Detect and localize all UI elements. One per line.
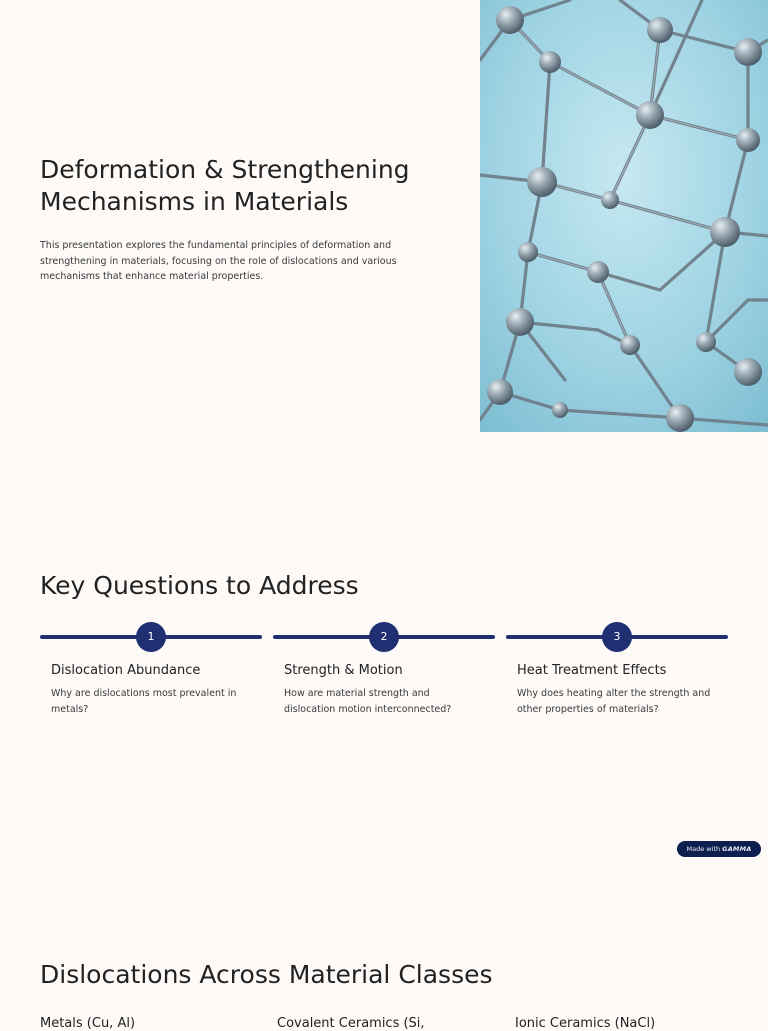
made-with-gamma-badge[interactable]	[677, 841, 761, 857]
questions-timeline	[40, 622, 728, 732]
column-heading-covalent-ceramics: Covalent Ceramics (Si,	[277, 1016, 425, 1031]
step-title: Strength & Motion	[284, 663, 403, 678]
step-description: How are material strength and dislocation motion interconnected?	[284, 688, 452, 715]
column-heading-metals: Metals (Cu, Al)	[40, 1016, 136, 1031]
column-heading-ionic-ceramics: Ionic Ceramics (NaCl)	[515, 1016, 656, 1031]
question-step	[40, 622, 262, 732]
hero-text-block	[40, 154, 440, 285]
slide-title: Deformation & Strengthening Mechanisms in Materials	[40, 155, 410, 216]
section-title-material-classes: Dislocations Across Material Classes	[40, 960, 493, 989]
step-description: Why does heating alter the strength and other properties of materials?	[517, 688, 711, 715]
question-step	[506, 622, 728, 732]
hero-image	[480, 0, 768, 432]
step-title: Dislocation Abundance	[51, 663, 201, 678]
slide-description: This presentation explores the fundamental principles of deformation and strengthening in materials, focusing on the role of dislocations and various mechanisms that enhance material properties.	[40, 240, 397, 282]
question-step	[273, 622, 495, 732]
step-number-badge: 2	[369, 622, 399, 652]
step-number-badge: 1	[136, 622, 166, 652]
step-number-badge: 3	[602, 622, 632, 652]
title-slide	[0, 0, 768, 432]
step-title: Heat Treatment Effects	[517, 663, 667, 678]
molecular-network-illustration	[480, 0, 768, 432]
gamma-logo: GAMMA	[722, 845, 752, 853]
badge-prefix: Made with	[686, 845, 721, 853]
step-description: Why are dislocations most prevalent in metals?	[51, 688, 237, 715]
section-title-key-questions: Key Questions to Address	[40, 571, 359, 600]
